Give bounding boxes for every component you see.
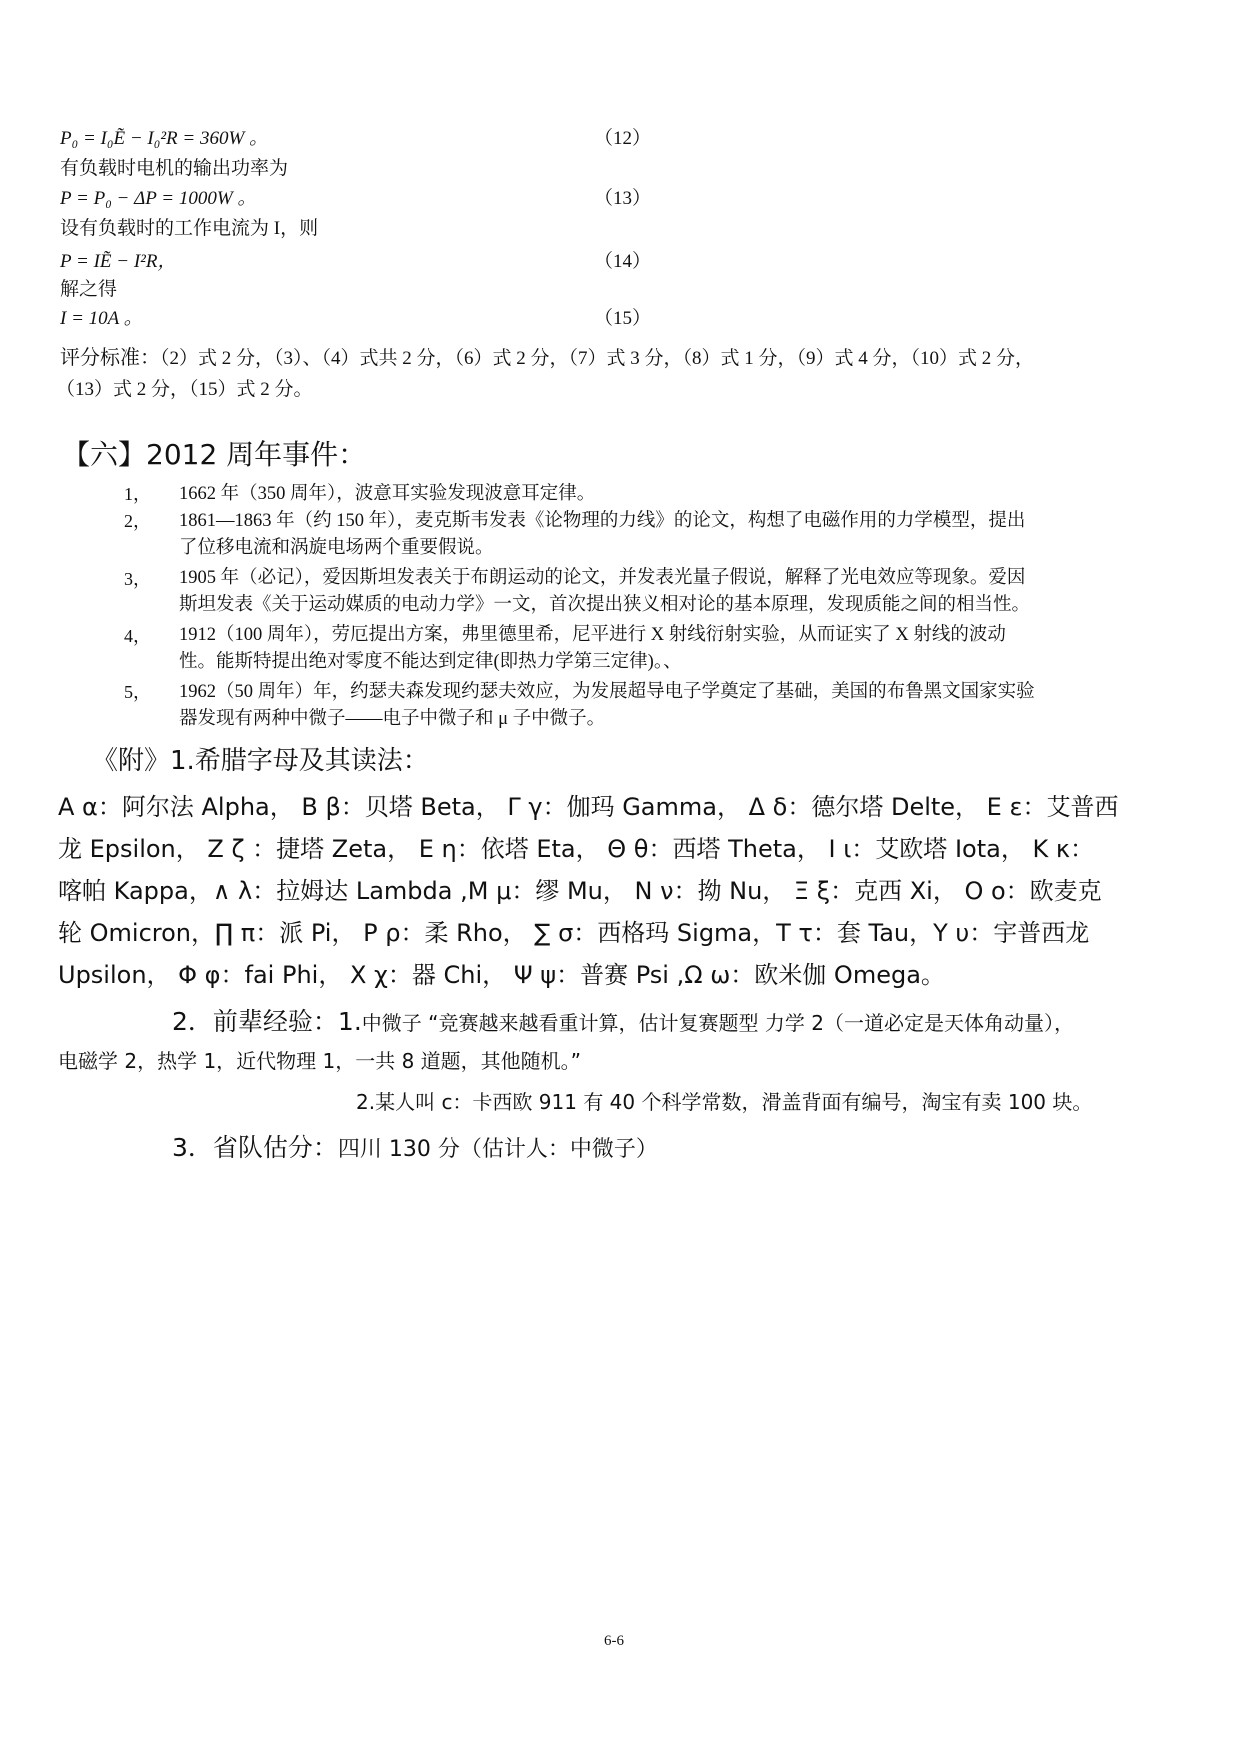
greek-line-5: Upsilon， Φ φ：fai Phi， Χ χ：器 Chi， Ψ ψ：普赛 Psi ,Ω ω：欧米伽 Omega。 [58, 961, 945, 989]
greek-line-3: 喀帕 Kappa，∧ λ：拉姆达 Lambda ,Μ μ：缪 Mu， Ν ν：拗 Nu， Ξ ξ：克西 Xi， Ο ο：欧麦克 [58, 877, 1102, 905]
experience-line-2: 电磁学 2，热学 1，近代物理 1，一共 8 道题，其他随机。” [58, 1049, 582, 1073]
equation-number-15: （15） [594, 308, 652, 329]
greek-line-1: Α α：阿尔法 Alpha， Β β：贝塔 Beta， Γ γ：伽玛 Gamma， Δ δ：德尔塔 Delte， Ε ε：艾普西 [58, 793, 1119, 821]
event-line: 1662 年（350 周年），波意耳实验发现波意耳定律。 [179, 484, 596, 504]
event-line: 斯坦发表《关于运动媒质的电动力学》一文，首次提出狭义相对论的基本原理，发现质能之间的相当性。 [179, 595, 1031, 615]
equation-number-13: （13） [594, 188, 652, 209]
estimate-lead: 3．省队估分： [172, 1133, 338, 1162]
equation-number-12: （12） [594, 128, 652, 149]
section-title: 【六】2012 周年事件： [62, 438, 367, 471]
experience-line-1 [172, 1002, 1074, 1038]
equation-number-14: （14） [594, 251, 652, 272]
text-load-current: 设有负载时的工作电流为 I，则 [60, 218, 319, 239]
estimate-text: 四川 130 分（估计人：中微子） [337, 1137, 658, 1162]
event-line: 器发现有两种中微子——电子中微子和 μ 子中微子。 [179, 709, 606, 729]
equation-14: P = IẼ − I²R， [60, 251, 177, 272]
experience-item1-head: 1. [337, 1007, 362, 1036]
scoring-lead: 评分标准： [60, 345, 160, 369]
appendix-title: 《附》1.希腊字母及其读法： [92, 746, 429, 776]
greek-line-4: 轮 Omicron，∏ π：派 Pi， Ρ ρ：柔 Rho， ∑ σ：西格玛 Sigma，Τ τ：套 Tau，Υ υ：宇普西龙 [58, 919, 1090, 947]
estimate-line [172, 1128, 658, 1164]
event-line: 性。能斯特提出绝对零度不能达到定律(即热力学第三定律)。、 [179, 652, 682, 672]
scoring-line-2: （13）式 2 分，（15）式 2 分。 [56, 379, 313, 400]
experience-lead: 2．前辈经验： [172, 1007, 338, 1036]
event-number: 2， [124, 511, 151, 531]
scoring-text-1: （2）式 2 分，（3）、（4）式共 2 分，（6）式 2 分，（7）式 3 分，（8）式 1 分，（9）式 4 分，（10）式 2 分， [160, 348, 1035, 369]
event-number: 4， [124, 626, 151, 646]
event-number: 5， [124, 682, 151, 702]
text-load-power: 有负载时电机的输出功率为 [60, 158, 289, 179]
event-line: 1905 年（必记），爱因斯坦发表关于布朗运动的论文，并发表光量子假说，解释了光电效应等现象。爱因 [179, 568, 1026, 588]
scoring-line-1 [60, 341, 1034, 370]
text-solve: 解之得 [60, 279, 118, 300]
equation-13: P = P₀ − ΔP = 1000W 。 [60, 188, 257, 209]
event-line: 1861—1863 年（约 150 年），麦克斯韦发表《论物理的力线》的论文，构想了电磁作用的力学模型，提出 [179, 511, 1026, 531]
equation-15: I = 10A 。 [60, 308, 143, 329]
event-number: 3， [124, 569, 151, 589]
event-line: 了位移电流和涡旋电场两个重要假说。 [179, 538, 494, 558]
equation-12: P₀ = I₀Ẽ − I₀²R = 360W 。 [60, 128, 269, 149]
greek-line-2: 龙 Epsilon， Ζ ζ ：捷塔 Zeta， Ε η：依塔 Eta， Θ θ：西塔 Theta， Ι ι：艾欧塔 Iota， Κ κ： [58, 835, 1094, 863]
event-line: 1962（50 周年）年，约瑟夫森发现约瑟夫效应，为发展超导电子学奠定了基础，美国的布鲁黑文国家实验 [179, 682, 1035, 702]
experience-item-2: 2.某人叫 c：卡西欧 911 有 40 个科学常数，滑盖背面有编号，淘宝有卖 100 块。 [356, 1090, 1093, 1114]
event-number: 1， [124, 484, 151, 504]
event-line: 1912（100 周年），劳厄提出方案，弗里德里希，尼平进行 X 射线衍射实验，从而证实了 X 射线的波动 [179, 625, 1006, 645]
page-number: 6-6 [604, 1633, 624, 1649]
experience-item1-text: 中微子 “竞赛越来越看重计算，估计复赛题型 力学 2（一道必定是天体角动量）， [361, 1011, 1074, 1035]
